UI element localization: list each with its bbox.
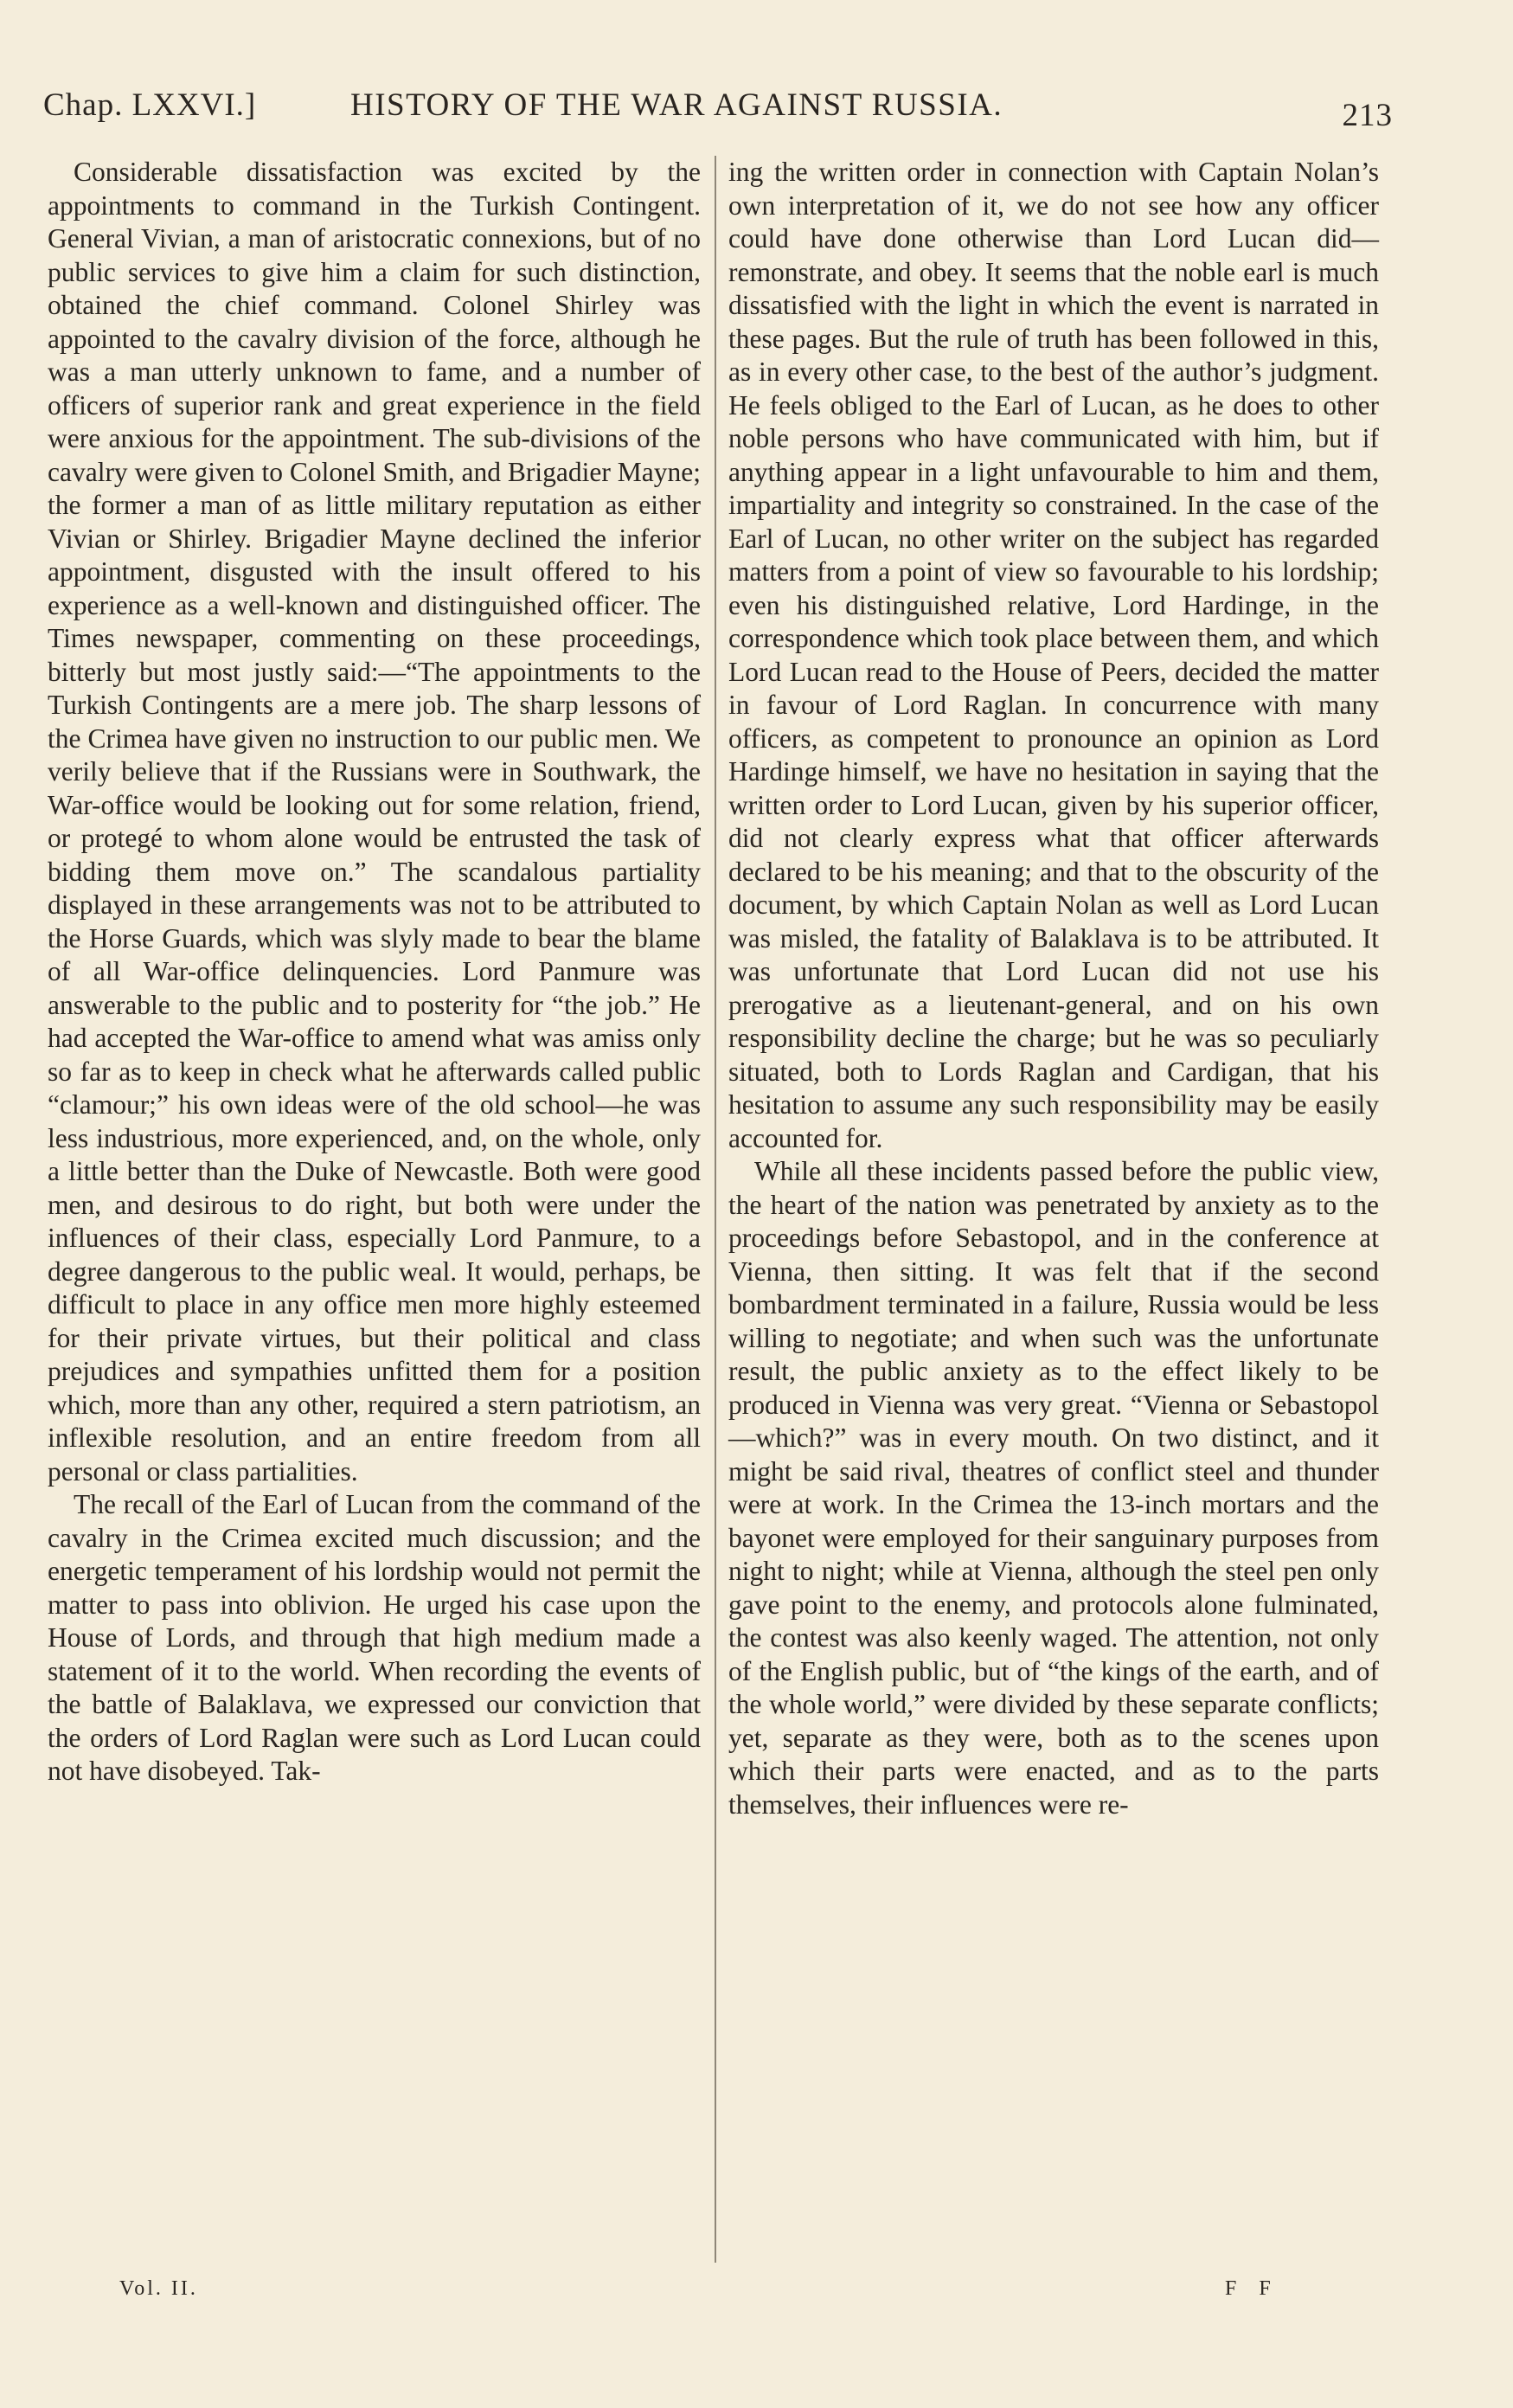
left-column — [48, 156, 701, 1788]
chapter-label: Chap. LXXVI.] — [43, 87, 257, 123]
running-title: HISTORY OF THE WAR AGAINST RUSSIA. — [350, 87, 1003, 123]
right-column — [728, 156, 1379, 1821]
page-number: 213 — [1342, 98, 1393, 133]
paragraph: ing the written order in connection with Captain Nolan’s own interpretation of it, we do not see how any officer could have done otherwise than Lord Lucan did—remonstrate, and obey. It seems that the noble earl is much dissatisfied with the light in which the event is narrated in these pages. But the rule of truth has been followed in this, as in every other case, to the best of the author’s judgment. He feels obliged to the Earl of Lucan, as he does to other noble persons who have communicated with him, but if anything appear in a light unfavourable to him and them, impartiality and integrity so constrained. In the case of the Earl of Lucan, no other writer on the subject has regarded matters from a point of view so favourable to his lordship; even his distinguished relative, Lord Hardinge, in the correspondence which took place between them, and which Lord Lucan read to the House of Peers, decided the matter in favour of Lord Raglan. In concurrence with many officers, as competent to pronounce an opinion as Lord Hardinge himself, we have no hesitation in saying that the written order to Lord Lucan, given by his superior officer, did not clearly express what that officer afterwards declared to be his meaning; and that to the obscurity of the document, by which Captain Nolan as well as Lord Lucan was misled, the fatality of Balaklava is to be attributed. It was unfortunate that Lord Lucan did not use his prerogative as a lieutenant-general, and on his own responsibility decline the charge; but he was so peculiarly situated, both to Lords Raglan and Cardigan, that his hesitation to assume any such responsibility may be easily accounted for. — [728, 157, 1379, 1153]
volume-label: Vol. II. — [119, 2277, 198, 2300]
running-head — [43, 87, 1393, 138]
paragraph: While all these incidents passed before the public view, the heart of the nation was penetrated by anxiety as to the proceedings before Sebastopol, and in the conference at Vienna, then sitting. It was felt that if the second bombardment terminated in a failure, Russia would be less willing to negotiate; and when such was the unfortunate result, the public anxiety as to the effect likely to be produced in Vienna was very great. “Vienna or Sebastopol—which?” was in every mouth. On two distinct, and it might be said rival, theatres of conflict steel and thunder were at work. In the Crimea the 13-inch mortars and the bayonet were employed for their sanguinary purposes from night to night; while at Vienna, although the steel pen only gave point to the enemy, and protocols alone fulminated, the contest was also keenly waged. The attention, not only of the English public, but of “the kings of the earth, and of the whole world,” were divided by these separate conflicts; yet, separate as they were, both as to the scenes upon which their parts were enacted, and as to the parts themselves, their influences were re- — [728, 1156, 1379, 1820]
column-divider — [715, 156, 716, 2263]
paragraph: The recall of the Earl of Lucan from the command of the cavalry in the Crimea excited much discussion; and the energetic temperament of his lordship would not permit the matter to pass into oblivion. He urged his case upon the House of Lords, and through that high medium made a statement of it to the world. When recording the events of the battle of Balaklava, we expressed our conviction that the orders of Lord Raglan were such as Lord Lucan could not have disobeyed. Tak- — [48, 1489, 701, 1786]
paragraph: Considerable dissatisfaction was excited by the appointments to command in the Turkish Contingent. General Vivian, a man of aristocratic connexions, but of no public services to give him a claim for such distinction, obtained the chief command. Colonel Shirley was appointed to the cavalry division of the force, although he was a man utterly unknown to fame, and a number of officers of superior rank and great experience in the field were anxious for the appointment. The sub-divisions of the cavalry were given to Colonel Smith, and Brigadier Mayne; the former a man of as little military reputation as either Vivian or Shirley. Brigadier Mayne declined the inferior appointment, disgusted with the insult offered to his experience as a well-known and distinguished officer. The Times newspaper, commenting on these proceedings, bitterly but most justly said:—“The appointments to the Turkish Contingents are a mere job. The sharp lessons of the Crimea have given no instruction to our public men. We verily believe that if the Russians were in Southwark, the War-office would be looking out for some relation, friend, or protegé to whom alone would be entrusted the task of bidding them move on.” The scandalous partiality displayed in these arrangements was not to be attributed to the Horse Guards, which was slyly made to bear the blame of all War-office delinquencies. Lord Panmure was answerable to the public and to posterity for “the job.” He had accepted the War-office to amend what was amiss only so far as to keep in check what he afterwards called public “clamour;” his own ideas were of the old school—he was less industrious, more experienced, and, on the whole, only a little better than the Duke of Newcastle. Both were good men, and desirous to do right, but both were under the influences of their class, especially Lord Panmure, to a degree dangerous to the public weal. It would, perhaps, be difficult to place in any office men more highly esteemed for their private virtues, but their political and class prejudices and sympathies unfitted them for a position which, more than any other, required a stern patriotism, an inflexible resolution, and an entire freedom from all personal or class partialities. — [48, 157, 701, 1487]
signature-mark: F F — [1225, 2277, 1279, 2300]
